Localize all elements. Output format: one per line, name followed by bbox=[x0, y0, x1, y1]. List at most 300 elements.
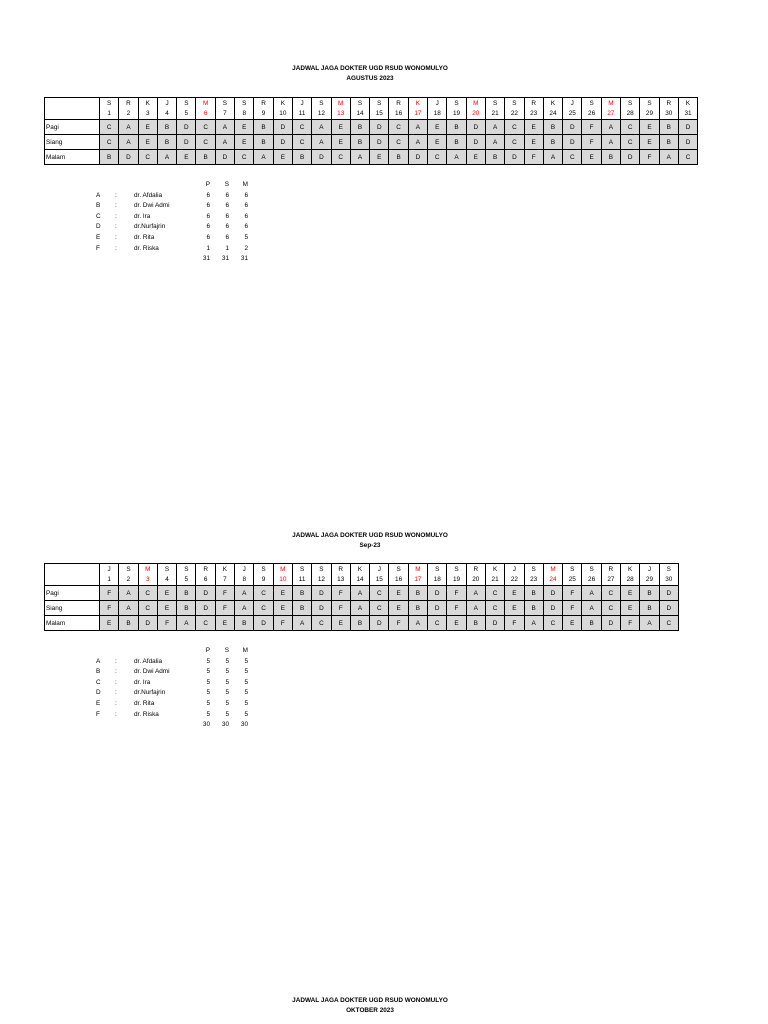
day-header-cell bbox=[273, 564, 292, 586]
malam-count: 5 bbox=[244, 657, 248, 665]
doctor-code-cell: D bbox=[563, 135, 582, 150]
day-header-cell bbox=[640, 564, 659, 586]
date-label: 18 bbox=[433, 109, 441, 117]
doctor-code-cell: A bbox=[408, 135, 427, 150]
day-header-cell bbox=[196, 564, 215, 586]
doctor-code-cell: C bbox=[389, 135, 408, 150]
day-header-cell bbox=[582, 564, 601, 586]
weekday-label: S bbox=[107, 100, 112, 107]
doctor-code-cell: B bbox=[350, 616, 369, 631]
weekday-label: K bbox=[492, 566, 498, 573]
day-header-cell bbox=[350, 98, 369, 120]
doctor-name: dr. Dwi Admi bbox=[134, 668, 170, 676]
weekday-label: S bbox=[512, 100, 517, 107]
month-subtitle: AGUSTUS 2023 bbox=[346, 74, 394, 82]
weekday-label: R bbox=[261, 100, 266, 107]
date-label: 9 bbox=[261, 109, 266, 117]
doctor-code-cell: A bbox=[543, 150, 562, 165]
shift-total: 30 bbox=[240, 721, 248, 729]
doctor-code-cell: E bbox=[138, 135, 157, 150]
separator: : bbox=[115, 689, 117, 697]
weekday-label: S bbox=[435, 566, 440, 573]
doctor-code-cell: E bbox=[389, 601, 408, 616]
day-header-cell bbox=[100, 564, 119, 586]
day-header-cell bbox=[292, 98, 311, 120]
day-header-cell bbox=[659, 564, 678, 586]
doctor-code-cell: B bbox=[640, 601, 659, 616]
shift-label: Pagi bbox=[45, 120, 100, 135]
doctor-code-cell: C bbox=[292, 120, 311, 135]
weekday-label: K bbox=[222, 566, 228, 573]
date-label: 2 bbox=[126, 575, 131, 583]
doctor-code-cell: B bbox=[177, 601, 196, 616]
doctor-code: D bbox=[96, 689, 101, 697]
doctor-code-cell: F bbox=[505, 616, 524, 631]
doctor-name: dr.Nurfajrin bbox=[134, 223, 166, 231]
doctor-code-cell: E bbox=[389, 586, 408, 601]
weekday-label: R bbox=[473, 566, 479, 573]
doctor-code-cell: A bbox=[312, 135, 331, 150]
day-header-cell bbox=[370, 98, 389, 120]
date-label: 30 bbox=[665, 575, 673, 583]
doctor-name: dr. Rita bbox=[134, 699, 155, 707]
siang-count: 6 bbox=[225, 212, 229, 220]
schedule-title-august bbox=[44, 64, 696, 83]
date-label: 22 bbox=[510, 109, 518, 117]
day-header-cell bbox=[389, 98, 408, 120]
date-label: 24 bbox=[549, 109, 557, 117]
day-header-cell bbox=[563, 98, 582, 120]
date-label: 16 bbox=[395, 575, 403, 583]
doctor-code-cell: E bbox=[273, 601, 292, 616]
doctor-code-cell: D bbox=[312, 601, 331, 616]
doctor-code: A bbox=[96, 657, 101, 665]
doctor-code-cell: E bbox=[428, 120, 447, 135]
weekday-label: S bbox=[222, 100, 228, 107]
date-label: 2 bbox=[126, 109, 131, 117]
doctor-code-cell: F bbox=[524, 150, 543, 165]
weekday-label: S bbox=[492, 100, 498, 107]
doctor-code-cell: D bbox=[273, 135, 292, 150]
doctor-code-cell: D bbox=[370, 135, 389, 150]
separator: : bbox=[115, 223, 117, 231]
doctor-code-cell: C bbox=[485, 601, 504, 616]
doctor-code-cell: B bbox=[543, 135, 562, 150]
doctor-code-cell: A bbox=[254, 150, 273, 165]
doctor-code-cell: E bbox=[524, 135, 543, 150]
doctor-code-cell: A bbox=[235, 601, 254, 616]
date-label: 29 bbox=[645, 109, 654, 117]
malam-count: 5 bbox=[244, 233, 248, 241]
date-label: 25 bbox=[568, 109, 576, 117]
date-label: 6 bbox=[203, 109, 208, 117]
doctor-code: B bbox=[96, 202, 101, 210]
doctor-code-cell: C bbox=[235, 150, 254, 165]
doctor-name: dr. Riska bbox=[134, 710, 159, 718]
day-header-cell bbox=[485, 98, 504, 120]
doctor-code-cell: C bbox=[505, 120, 524, 135]
doctor-name: dr. Dwi Admi bbox=[134, 202, 170, 210]
weekday-label: K bbox=[685, 100, 691, 107]
weekday-label: S bbox=[628, 100, 633, 107]
doctor-code-cell: E bbox=[466, 150, 485, 165]
shift-label: Pagi bbox=[45, 586, 100, 601]
doctor-code-cell: E bbox=[621, 601, 640, 616]
separator: : bbox=[115, 710, 117, 718]
date-label: 3 bbox=[145, 575, 150, 583]
schedule-title-september bbox=[44, 531, 696, 550]
doctor-code-cell: D bbox=[428, 586, 447, 601]
doctor-code-cell: D bbox=[312, 150, 331, 165]
weekday-label: M bbox=[415, 566, 421, 573]
siang-count: 6 bbox=[225, 202, 229, 210]
separator: : bbox=[115, 657, 117, 665]
date-label: 8 bbox=[242, 575, 246, 583]
day-header-cell bbox=[254, 564, 273, 586]
pagi-count: 5 bbox=[206, 657, 210, 665]
weekday-label: S bbox=[357, 100, 363, 107]
doctor-code-cell: A bbox=[312, 120, 331, 135]
doctor-code-cell: E bbox=[100, 616, 119, 631]
doctor-code-cell: A bbox=[292, 616, 311, 631]
malam-count: 5 bbox=[244, 689, 248, 697]
doctor-code-cell: F bbox=[582, 120, 601, 135]
weekday-label: S bbox=[454, 100, 459, 107]
doctor-code-cell: C bbox=[601, 586, 620, 601]
weekday-label: S bbox=[319, 100, 324, 107]
doctor-code-cell: E bbox=[563, 616, 582, 631]
weekday-label: M bbox=[473, 100, 479, 107]
doctor-code-cell: C bbox=[331, 150, 350, 165]
doctor-code-cell: F bbox=[273, 616, 292, 631]
doctor-code-cell: B bbox=[177, 586, 196, 601]
pagi-count: 6 bbox=[206, 202, 210, 210]
date-label: 4 bbox=[165, 109, 169, 117]
doctor-code: D bbox=[96, 223, 101, 231]
day-header-cell bbox=[177, 564, 196, 586]
doctor-code-cell: C bbox=[428, 616, 447, 631]
weekday-label: J bbox=[435, 100, 439, 107]
separator: : bbox=[115, 678, 117, 686]
day-header-cell bbox=[563, 564, 582, 586]
weekday-label: S bbox=[666, 566, 671, 573]
day-header-cell bbox=[447, 98, 466, 120]
doctor-code-cell: B bbox=[524, 586, 543, 601]
doctor-code-cell: E bbox=[138, 120, 157, 135]
date-label: 21 bbox=[491, 109, 499, 117]
weekday-label: K bbox=[628, 566, 633, 573]
doctor-code-cell: B bbox=[447, 120, 466, 135]
malam-count: 5 bbox=[244, 710, 248, 718]
doctor-code-cell: D bbox=[505, 150, 524, 165]
date-label: 12 bbox=[317, 109, 325, 117]
pagi-count: 6 bbox=[206, 223, 210, 231]
date-label: 7 bbox=[223, 109, 227, 117]
malam-count: 2 bbox=[244, 244, 248, 252]
day-header-cell bbox=[640, 98, 659, 120]
doctor-code-cell: A bbox=[408, 120, 427, 135]
doctor-code-cell: C bbox=[196, 120, 215, 135]
weekday-label: R bbox=[203, 566, 208, 573]
weekday-label: M bbox=[550, 566, 556, 573]
doctor-code-cell: E bbox=[621, 586, 640, 601]
date-label: 17 bbox=[414, 109, 422, 117]
day-header-cell bbox=[312, 98, 331, 120]
weekday-label: R bbox=[338, 566, 344, 573]
date-label: 13 bbox=[337, 575, 345, 583]
doctor-code-cell: A bbox=[524, 616, 543, 631]
title-text: JADWAL JAGA DOKTER UGD RSUD WONOMULYO bbox=[292, 65, 448, 72]
doctor-code-cell: E bbox=[157, 601, 176, 616]
doctor-code-cell: C bbox=[659, 616, 678, 631]
doctor-code-cell: D bbox=[254, 616, 273, 631]
malam-count: 6 bbox=[244, 202, 248, 210]
day-header-cell bbox=[215, 98, 234, 120]
siang-count: 5 bbox=[225, 710, 229, 718]
doctor-code-cell: D bbox=[563, 120, 582, 135]
day-header-cell bbox=[485, 564, 504, 586]
doctor-code-cell: E bbox=[524, 120, 543, 135]
weekday-label: J bbox=[242, 566, 246, 573]
separator: : bbox=[115, 202, 117, 210]
doctor-code-cell: D bbox=[370, 120, 389, 135]
date-label: 23 bbox=[530, 109, 538, 117]
doctor-code-cell: A bbox=[119, 120, 138, 135]
date-label: 10 bbox=[279, 109, 287, 117]
date-label: 15 bbox=[375, 109, 383, 117]
doctor-code-cell: C bbox=[138, 586, 157, 601]
doctor-code-cell: D bbox=[370, 616, 389, 631]
doctor-code-cell: A bbox=[582, 601, 601, 616]
doctor-code-cell: D bbox=[543, 601, 562, 616]
doctor-code-cell: C bbox=[621, 120, 640, 135]
doctor-code-cell: F bbox=[157, 616, 176, 631]
doctor-code-cell: B bbox=[640, 586, 659, 601]
doctor-code-cell: D bbox=[678, 135, 697, 150]
siang-count: 5 bbox=[225, 668, 229, 676]
date-label: 28 bbox=[626, 109, 634, 117]
legend-shift-header: M bbox=[242, 647, 248, 654]
doctor-code-cell: A bbox=[157, 150, 176, 165]
doctor-code-cell: B bbox=[292, 586, 311, 601]
doctor-code-cell: A bbox=[119, 586, 138, 601]
day-header-cell bbox=[235, 98, 254, 120]
date-label: 23 bbox=[530, 575, 538, 583]
weekday-label: R bbox=[531, 100, 536, 107]
day-header-cell bbox=[543, 564, 562, 586]
doctor-code-cell: E bbox=[331, 135, 350, 150]
doctor-code-cell: D bbox=[196, 586, 215, 601]
shift-label: Malam bbox=[45, 150, 100, 165]
doctor-code-cell: D bbox=[601, 616, 620, 631]
day-header-cell bbox=[678, 98, 697, 120]
doctor-code-cell: C bbox=[370, 586, 389, 601]
doctor-code-cell: F bbox=[640, 150, 659, 165]
date-label: 5 bbox=[184, 109, 189, 117]
doctor-code-cell: F bbox=[621, 616, 640, 631]
day-header-cell bbox=[621, 564, 640, 586]
legend-shift-header: P bbox=[205, 647, 210, 654]
weekday-label: K bbox=[415, 100, 421, 107]
date-label: 15 bbox=[375, 575, 383, 583]
day-header-cell bbox=[235, 564, 254, 586]
doctor-code-cell: C bbox=[254, 601, 273, 616]
doctor-code-cell: F bbox=[100, 586, 119, 601]
legend-shift-header: S bbox=[224, 181, 229, 188]
doctor-code: F bbox=[96, 244, 100, 252]
doctor-code-cell: F bbox=[563, 586, 582, 601]
day-header-cell bbox=[447, 564, 466, 586]
doctor-code-cell: C bbox=[312, 616, 331, 631]
day-header-cell bbox=[543, 98, 562, 120]
legend-shift-header: S bbox=[224, 647, 229, 654]
day-header-cell bbox=[119, 564, 138, 586]
doctor-code-cell: E bbox=[370, 150, 389, 165]
doctor-code-cell: A bbox=[235, 586, 254, 601]
doctor-code-cell: F bbox=[215, 601, 234, 616]
siang-count: 1 bbox=[225, 244, 229, 252]
day-header-cell bbox=[505, 98, 524, 120]
doctor-code-cell: B bbox=[524, 601, 543, 616]
separator: : bbox=[115, 668, 117, 676]
malam-count: 6 bbox=[244, 223, 248, 231]
date-label: 1 bbox=[107, 109, 111, 117]
weekday-label: S bbox=[261, 566, 266, 573]
day-header-cell bbox=[370, 564, 389, 586]
date-label: 24 bbox=[549, 575, 557, 583]
weekday-label: S bbox=[164, 566, 170, 573]
date-label: 7 bbox=[223, 575, 227, 583]
doctor-code-cell: D bbox=[659, 601, 678, 616]
weekday-label: R bbox=[608, 566, 614, 573]
date-label: 11 bbox=[298, 575, 306, 583]
separator: : bbox=[115, 191, 117, 199]
doctor-code: A bbox=[96, 191, 101, 199]
date-label: 20 bbox=[472, 575, 480, 583]
doctor-code-cell: C bbox=[100, 135, 119, 150]
doctor-code-cell: A bbox=[119, 135, 138, 150]
day-header-cell bbox=[254, 98, 273, 120]
shift-row-siang bbox=[45, 135, 698, 150]
weekday-label: S bbox=[377, 100, 382, 107]
doctor-code-cell: F bbox=[582, 135, 601, 150]
doctor-code-cell: C bbox=[678, 150, 697, 165]
doctor-name: dr.Nurfajrin bbox=[134, 689, 166, 697]
corner-cell bbox=[45, 98, 100, 120]
pagi-count: 5 bbox=[206, 689, 210, 697]
day-header-cell bbox=[389, 564, 408, 586]
doctor-code-cell: F bbox=[447, 586, 466, 601]
weekday-label: J bbox=[570, 100, 574, 107]
doctor-code-cell: A bbox=[447, 150, 466, 165]
doctor-code-cell: B bbox=[119, 616, 138, 631]
shift-row-pagi bbox=[45, 120, 698, 135]
doctor-code-cell: A bbox=[485, 135, 504, 150]
day-header-cell bbox=[428, 98, 447, 120]
weekday-label: S bbox=[570, 566, 575, 573]
date-label: 29 bbox=[645, 575, 654, 583]
weekday-label: M bbox=[280, 566, 286, 573]
pagi-count: 5 bbox=[206, 678, 210, 686]
date-label: 14 bbox=[356, 575, 364, 583]
doctor-code-cell: C bbox=[389, 120, 408, 135]
doctor-code-cell: C bbox=[505, 135, 524, 150]
weekday-label: S bbox=[242, 100, 247, 107]
schedule-table-september bbox=[44, 563, 679, 631]
doctor-code-cell: C bbox=[138, 150, 157, 165]
day-header-cell bbox=[601, 564, 620, 586]
malam-count: 5 bbox=[244, 678, 248, 686]
doctor-code-cell: C bbox=[601, 601, 620, 616]
shift-total: 31 bbox=[221, 255, 229, 263]
weekday-label: J bbox=[107, 566, 111, 573]
weekday-label: S bbox=[184, 100, 189, 107]
doctor-code-cell: D bbox=[408, 150, 427, 165]
pagi-count: 5 bbox=[206, 710, 210, 718]
title-text: JADWAL JAGA DOKTER UGD RSUD WONOMULYO bbox=[292, 532, 448, 539]
schedule-table-august bbox=[44, 97, 698, 165]
day-header-cell bbox=[408, 98, 427, 120]
legend-shift-header: P bbox=[205, 181, 210, 188]
day-header-cell bbox=[292, 564, 311, 586]
doctor-code-cell: D bbox=[485, 616, 504, 631]
malam-count: 6 bbox=[244, 191, 248, 199]
header-row bbox=[45, 98, 698, 120]
doctor-code-cell: E bbox=[331, 616, 350, 631]
doctor-code-cell: E bbox=[447, 616, 466, 631]
doctor-name: dr. Rita bbox=[134, 233, 155, 241]
doctor-code-cell: B bbox=[254, 120, 273, 135]
doctor-code-cell: B bbox=[292, 601, 311, 616]
doctor-code-cell: C bbox=[563, 150, 582, 165]
doctor-code-cell: D bbox=[177, 135, 196, 150]
weekday-label: R bbox=[666, 100, 672, 107]
doctor-code-cell: E bbox=[640, 135, 659, 150]
date-label: 20 bbox=[472, 109, 480, 117]
doctor-code-cell: D bbox=[138, 616, 157, 631]
weekday-label: R bbox=[126, 100, 131, 107]
doctor-code-cell: C bbox=[292, 135, 311, 150]
doctor-code-cell: B bbox=[196, 150, 215, 165]
doctor-code-cell: D bbox=[177, 120, 196, 135]
doctor-code-cell: D bbox=[196, 601, 215, 616]
weekday-label: J bbox=[647, 566, 652, 573]
date-label: 5 bbox=[184, 575, 189, 583]
shift-total: 30 bbox=[221, 721, 229, 729]
weekday-label: S bbox=[454, 566, 459, 573]
date-label: 12 bbox=[317, 575, 325, 583]
day-header-cell bbox=[350, 564, 369, 586]
weekday-label: S bbox=[647, 100, 652, 107]
pagi-count: 6 bbox=[206, 212, 210, 220]
weekday-label: S bbox=[589, 100, 594, 107]
date-label: 27 bbox=[607, 109, 615, 117]
weekday-label: R bbox=[396, 100, 401, 107]
doctor-name: dr. Riska bbox=[134, 244, 159, 252]
pagi-count: 1 bbox=[206, 244, 210, 252]
doctor-code-cell: B bbox=[350, 120, 369, 135]
doctor-code-cell: B bbox=[659, 135, 678, 150]
doctor-code-cell: C bbox=[428, 150, 447, 165]
doctor-code-cell: A bbox=[215, 120, 234, 135]
date-label: 4 bbox=[165, 575, 169, 583]
weekday-label: J bbox=[165, 100, 169, 107]
doctor-code-cell: A bbox=[466, 601, 485, 616]
weekday-label: M bbox=[145, 566, 151, 573]
doctor-code-cell: D bbox=[659, 586, 678, 601]
date-label: 11 bbox=[298, 109, 306, 117]
doctor-code-cell: A bbox=[485, 120, 504, 135]
